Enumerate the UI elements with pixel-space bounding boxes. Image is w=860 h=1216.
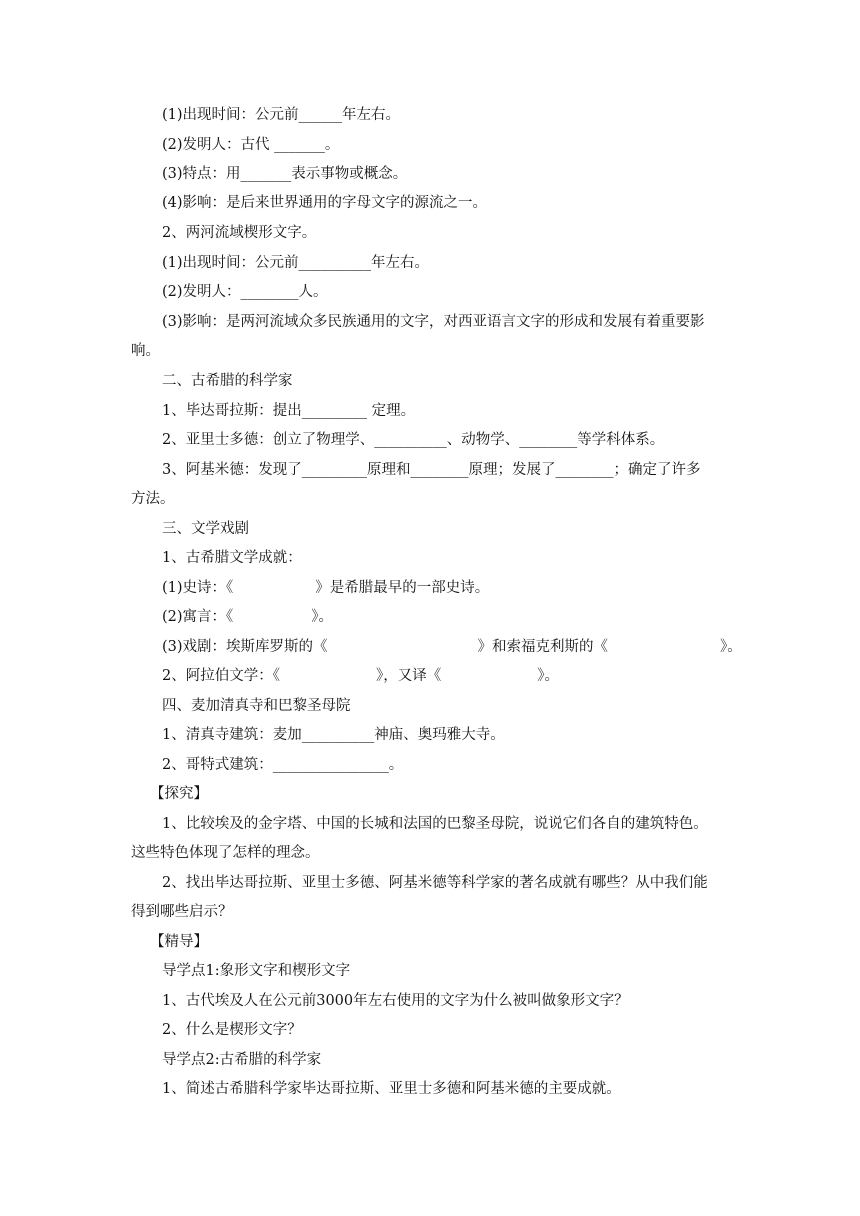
text-line: (1)出现时间：公元前______年左右。 (162, 107, 401, 123)
text-line: (1)出现时间：公元前__________年左右。 (162, 255, 430, 271)
text-line: 2、找出毕达哥拉斯、亚里士多德、阿基米德等科学家的著名成就有哪些？从中我们能 (162, 875, 708, 891)
fable-suffix: 》。 (311, 609, 334, 625)
section-heading: 二、古希腊的科学家 (162, 373, 293, 389)
text-line (0, 666, 860, 686)
text-line: 得到哪些启示？ (131, 904, 233, 920)
drama-middle: 》和索福克利斯的《 (477, 639, 609, 655)
section-heading: 【探究】 (150, 786, 208, 802)
section-heading: 【精导】 (150, 934, 208, 950)
text-line: (3)影响：是两河流域众多民族通用的文字，对西亚语言文字的形成和发展有着重要影 (162, 314, 705, 330)
text-line (0, 637, 860, 657)
text-line: 1、古代埃及人在公元前3000年左右使用的文字为什么被叫做象形文字？ (162, 993, 629, 1009)
arab-suffix: 》。 (537, 668, 559, 684)
section-heading: 三、文学戏剧 (162, 521, 249, 537)
text-line: 2、两河流域楔形文字。 (162, 225, 317, 241)
text-line: 1、清真寺建筑：麦加__________神庙、奥玛雅大寺。 (162, 727, 505, 743)
text-line: 导学点2:古希腊的科学家 (162, 1052, 322, 1068)
text-line: 1、古希腊文学成就： (162, 550, 302, 566)
fable-label: (2)寓言：《 (162, 609, 234, 625)
epic-label: (1)史诗：《 (162, 580, 234, 596)
text-line (0, 578, 860, 598)
text-line (0, 607, 860, 627)
text-line: 导学点1:象形文字和楔形文字 (162, 963, 351, 979)
text-line: 3、阿基米德：发现了_________原理和________原理；发展了________；确定了许多 (162, 462, 701, 478)
text-line: (2)发明人：________人。 (162, 284, 328, 300)
text-line: 2、哥特式建筑：________________。 (162, 757, 404, 773)
epic-suffix: 》是希腊最早的一部史诗。 (315, 580, 490, 596)
text-line: (2)发明人：古代 _______。 (162, 137, 340, 153)
text-line: 这些特色体现了怎样的理念。 (131, 845, 320, 861)
section-heading: 四、麦加清真寺和巴黎圣母院 (162, 698, 351, 714)
arab-label: 2、阿拉伯文学：《 (162, 668, 280, 684)
text-line: 1、简述古希腊科学家毕达哥拉斯、亚里士多德和阿基米德的主要成就。 (162, 1081, 621, 1097)
text-line: (3)特点：用_______表示事物或概念。 (162, 166, 408, 182)
text-line: 响。 (131, 343, 160, 359)
text-line: (4)影响：是后来世界通用的字母文字的源流之一。 (162, 195, 488, 211)
drama-suffix: 》。 (720, 639, 742, 655)
text-line: 1、毕达哥拉斯：提出_________ 定理。 (162, 403, 416, 419)
text-line: 2、亚里士多德：创立了物理学、__________、动物学、________等学科体系。 (162, 432, 665, 448)
text-line: 2、什么是楔形文字？ (162, 1022, 302, 1038)
text-line: 1、比较埃及的金字塔、中国的长城和法国的巴黎圣母院，说说它们各自的建筑特色。 (162, 816, 708, 832)
arab-middle: 》，又译《 (375, 668, 442, 684)
text-line: 方法。 (131, 491, 175, 507)
drama-label: (3)戏剧：埃斯库罗斯的《 (162, 639, 328, 655)
